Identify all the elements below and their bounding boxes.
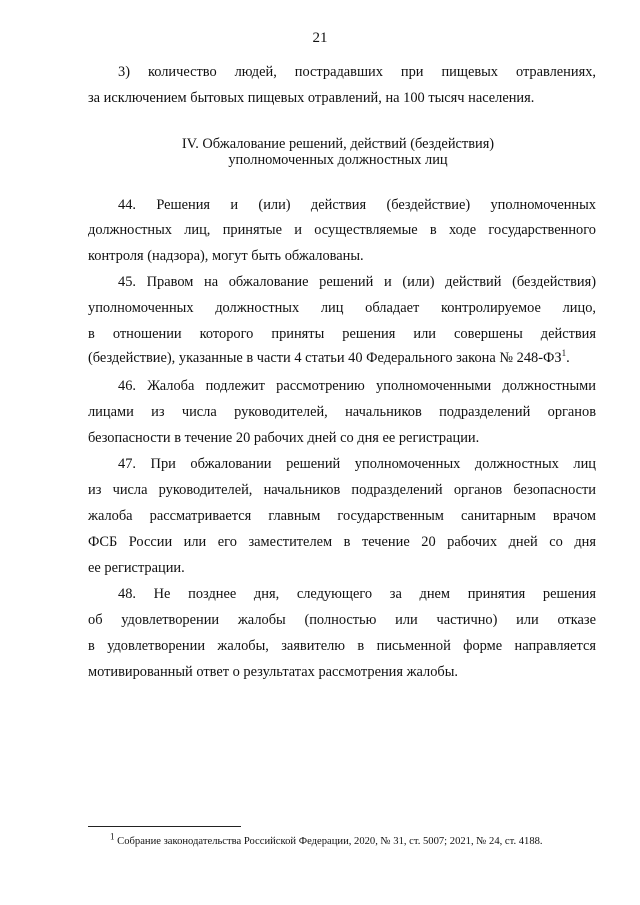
p47-line-3: жалоба рассматривается главным государственным санитарным врачом [88,508,596,524]
p47-line-2: из числа руководителей, начальников подразделений органов безопасности [88,482,596,498]
p47-line-5: ее регистрации. [88,560,185,576]
p47-line-1: 47. При обжаловании решений уполномоченных должностных лиц [118,456,596,472]
item3-line-2: за исключением бытовых пищевых отравлений, на 100 тысяч населения. [88,90,535,106]
p45-line-2: уполномоченных должностных лиц обладает контролируемое лицо, [88,300,596,316]
footnote-reference: 1 [561,348,567,359]
footnote-marker: 1 [110,831,115,842]
p45-line-4 [88,348,570,368]
p44-line-2: должностных лиц, принятые и осуществляемые в ходе государственного [88,222,596,238]
section-title-line-2: уполномоченных должностных лиц [228,152,448,168]
p46-line-3: безопасности в течение 20 рабочих дней со дня ее регистрации. [88,430,480,446]
p44-line-1: 44. Решения и (или) действия (бездействие) уполномоченных [118,197,596,213]
p46-line-2: лицами из числа руководителей, начальников подразделений органов [88,404,596,420]
p48-line-4: мотивированный ответ о результатах рассмотрения жалобы. [88,664,459,680]
footnote-divider [88,826,241,827]
item3-line-1: 3) количество людей, пострадавших при пищевых отравлениях, [118,64,596,80]
p48-line-3: в удовлетворении жалобы, заявителю в письменной форме направляется [88,638,596,654]
p45-line-4-text: (бездействие), указанные в части 4 статьи 40 Федерального закона № 248-ФЗ [88,350,562,366]
footnote [110,831,543,849]
p45-line-1: 45. Правом на обжалование решений и (или) действий (бездействия) [118,274,596,290]
p48-line-1: 48. Не позднее дня, следующего за днем принятия решения [118,586,596,602]
p48-line-2: об удовлетворении жалобы (полностью или частично) или отказе [88,612,596,628]
section-title-line-1: IV. Обжалование решений, действий (бездействия) [181,136,495,152]
footnote-text: Собрание законодательства Российской Федерации, 2020, № 31, ст. 5007; 2021, № 24, ст. 4188. [114,836,543,847]
page-number: 21 [312,30,328,46]
p45-end-punct: . [566,350,570,366]
p44-line-3: контроля (надзора), могут быть обжалованы. [88,248,364,264]
p45-line-3: в отношении которого приняты решения или совершены действия [88,326,596,342]
p47-line-4: ФСБ России или его заместителем в течение 20 рабочих дней со дня [88,534,596,550]
p46-line-1: 46. Жалоба подлежит рассмотрению уполномоченными должностными [118,378,596,394]
